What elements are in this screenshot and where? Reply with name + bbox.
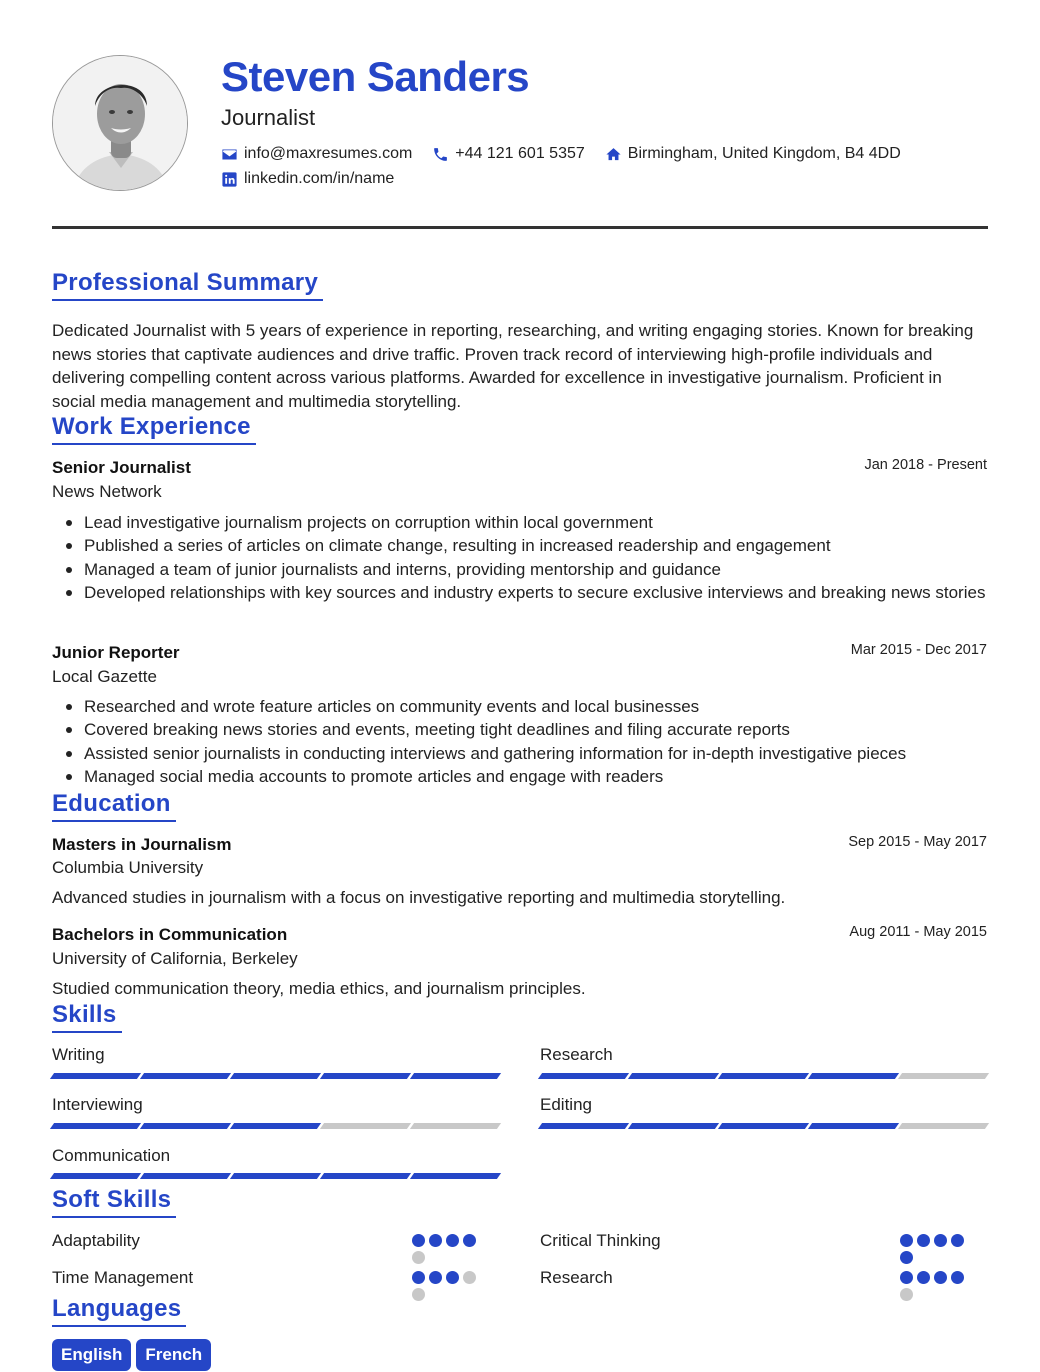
section-title-languages: Languages [52,1295,186,1327]
soft-skill-rating [412,1234,492,1268]
skill-segment [50,1123,141,1129]
language-tags [52,1339,216,1371]
section-title-soft-skills: Soft Skills [52,1186,176,1218]
contact-row-primary [221,145,921,163]
profile-photo [52,55,188,191]
list-item: Managed social media accounts to promote articles and engage with readers [84,765,988,788]
phone-text: +44 121 601 5357 [455,145,585,162]
list-item: Assisted senior journalists in conducting interviews and gathering information for in-depth investigative pieces [84,742,988,765]
job-bullets [84,511,988,604]
skill-segment [140,1073,231,1079]
skill-segment [898,1073,989,1079]
skill-segment [230,1173,321,1179]
rating-dot [900,1234,913,1247]
soft-skill-name: Adaptability [52,1231,140,1250]
rating-dot [900,1251,913,1264]
rating-dot [934,1234,947,1247]
skill-segment [320,1073,411,1079]
skill-level-bar [52,1123,499,1129]
contact-row-secondary [221,170,414,188]
skill-name: Research [540,1045,613,1064]
degree-dates: Aug 2011 - May 2015 [849,924,987,940]
job-title: Senior Journalist [52,458,191,477]
list-item: Managed a team of junior journalists and interns, providing mentorship and guidance [84,558,988,581]
section-title-skills: Skills [52,1001,122,1033]
rating-dot [951,1271,964,1284]
skill-segment [628,1073,719,1079]
skill-name: Communication [52,1146,171,1165]
skill-segment [410,1073,501,1079]
language-tag: French [136,1339,211,1371]
envelope-icon [221,146,238,163]
list-item: Researched and wrote feature articles on community events and local businesses [84,695,988,718]
skill-segment [50,1173,141,1179]
skill-level-bar [52,1173,499,1179]
rating-dot [412,1271,425,1284]
language-tag: English [52,1339,131,1371]
rating-dot [412,1288,425,1301]
linkedin-text: linkedin.com/in/name [244,170,395,187]
rating-dot [900,1288,913,1301]
skill-segment [808,1073,899,1079]
contact-linkedin[interactable] [221,170,394,188]
job-dates: Jan 2018 - Present [864,457,987,473]
soft-skill-name: Research [540,1268,613,1287]
degree-title: Bachelors in Communication [52,925,288,944]
job-title: Junior Reporter [52,643,180,662]
list-item: Published a series of articles on climate change, resulting in increased readership and engagement [84,534,988,557]
contact-email[interactable] [221,145,412,163]
job-bullets [84,695,988,788]
degree-description: Studied communication theory, media ethics, and journalism principles. [52,979,586,998]
skill-segment [230,1073,321,1079]
profile-photo-illustration [53,56,188,191]
skill-segment [898,1123,989,1129]
soft-skill-name: Critical Thinking [540,1231,661,1250]
contact-address [605,145,901,163]
linkedin-icon [221,171,238,188]
address-text: Birmingham, United Kingdom, B4 4DD [627,145,901,162]
rating-dot [446,1271,459,1284]
rating-dot [900,1271,913,1284]
soft-skill-name: Time Management [52,1268,194,1287]
skill-segment [718,1123,809,1129]
soft-skill-rating [900,1234,980,1268]
school-name: Columbia University [52,858,204,877]
skill-segment [320,1173,411,1179]
section-title-experience: Work Experience [52,413,256,445]
header-divider [52,226,988,229]
rating-dot [463,1234,476,1247]
skill-level-bar [540,1123,987,1129]
email-text: info@maxresumes.com [244,145,413,162]
skill-segment [140,1173,231,1179]
list-item: Lead investigative journalism projects on corruption within local government [84,511,988,534]
summary-text: Dedicated Journalist with 5 years of experience in reporting, researching, and writing engaging stories. Known for breaking news stories that captivate audiences and drive traffic. Proven track record of interviewing high-profile individuals and delivering compelling content across various platforms. Awarded for excellence in investigative journalism. Proficient in social media management and multimedia storytelling. [52,321,974,411]
rating-dot [917,1271,930,1284]
skill-level-bar [52,1073,499,1079]
rating-dot [412,1234,425,1247]
skill-segment [50,1073,141,1079]
rating-dot [463,1271,476,1284]
skill-segment [808,1123,899,1129]
rating-dot [446,1234,459,1247]
skill-level-bar [540,1073,987,1079]
job-dates: Mar 2015 - Dec 2017 [850,642,987,658]
candidate-name: Steven Sanders [221,53,530,100]
skill-segment [140,1123,231,1129]
degree-description: Advanced studies in journalism with a focus on investigative reporting and multimedia storytelling. [52,888,786,907]
skill-segment [410,1173,501,1179]
section-title-education: Education [52,790,176,822]
list-item: Developed relationships with key sources and industry experts to secure exclusive interviews and breaking news stories [84,581,988,604]
contact-phone[interactable] [432,145,584,163]
skill-name: Writing [52,1045,105,1064]
soft-skill-rating [900,1271,980,1305]
rating-dot [412,1251,425,1264]
skill-name: Interviewing [52,1095,143,1114]
rating-dot [951,1234,964,1247]
home-icon [605,146,622,163]
rating-dot [429,1234,442,1247]
skill-segment [538,1073,629,1079]
job-company: News Network [52,482,162,501]
rating-dot [429,1271,442,1284]
rating-dot [917,1234,930,1247]
skill-segment [718,1073,809,1079]
rating-dot [934,1271,947,1284]
degree-dates: Sep 2015 - May 2017 [848,834,987,850]
list-item: Covered breaking news stories and events, meeting tight deadlines and filing accurate reports [84,718,988,741]
skill-segment [538,1123,629,1129]
skill-name: Editing [540,1095,592,1114]
skill-segment [628,1123,719,1129]
section-title-summary: Professional Summary [52,269,323,301]
skill-segment [230,1123,321,1129]
skill-segment [320,1123,411,1129]
phone-icon [432,146,449,163]
job-company: Local Gazette [52,667,157,686]
skill-segment [410,1123,501,1129]
soft-skill-rating [412,1271,492,1305]
degree-title: Masters in Journalism [52,835,232,854]
school-name: University of California, Berkeley [52,949,298,968]
candidate-title: Journalist [221,105,316,130]
